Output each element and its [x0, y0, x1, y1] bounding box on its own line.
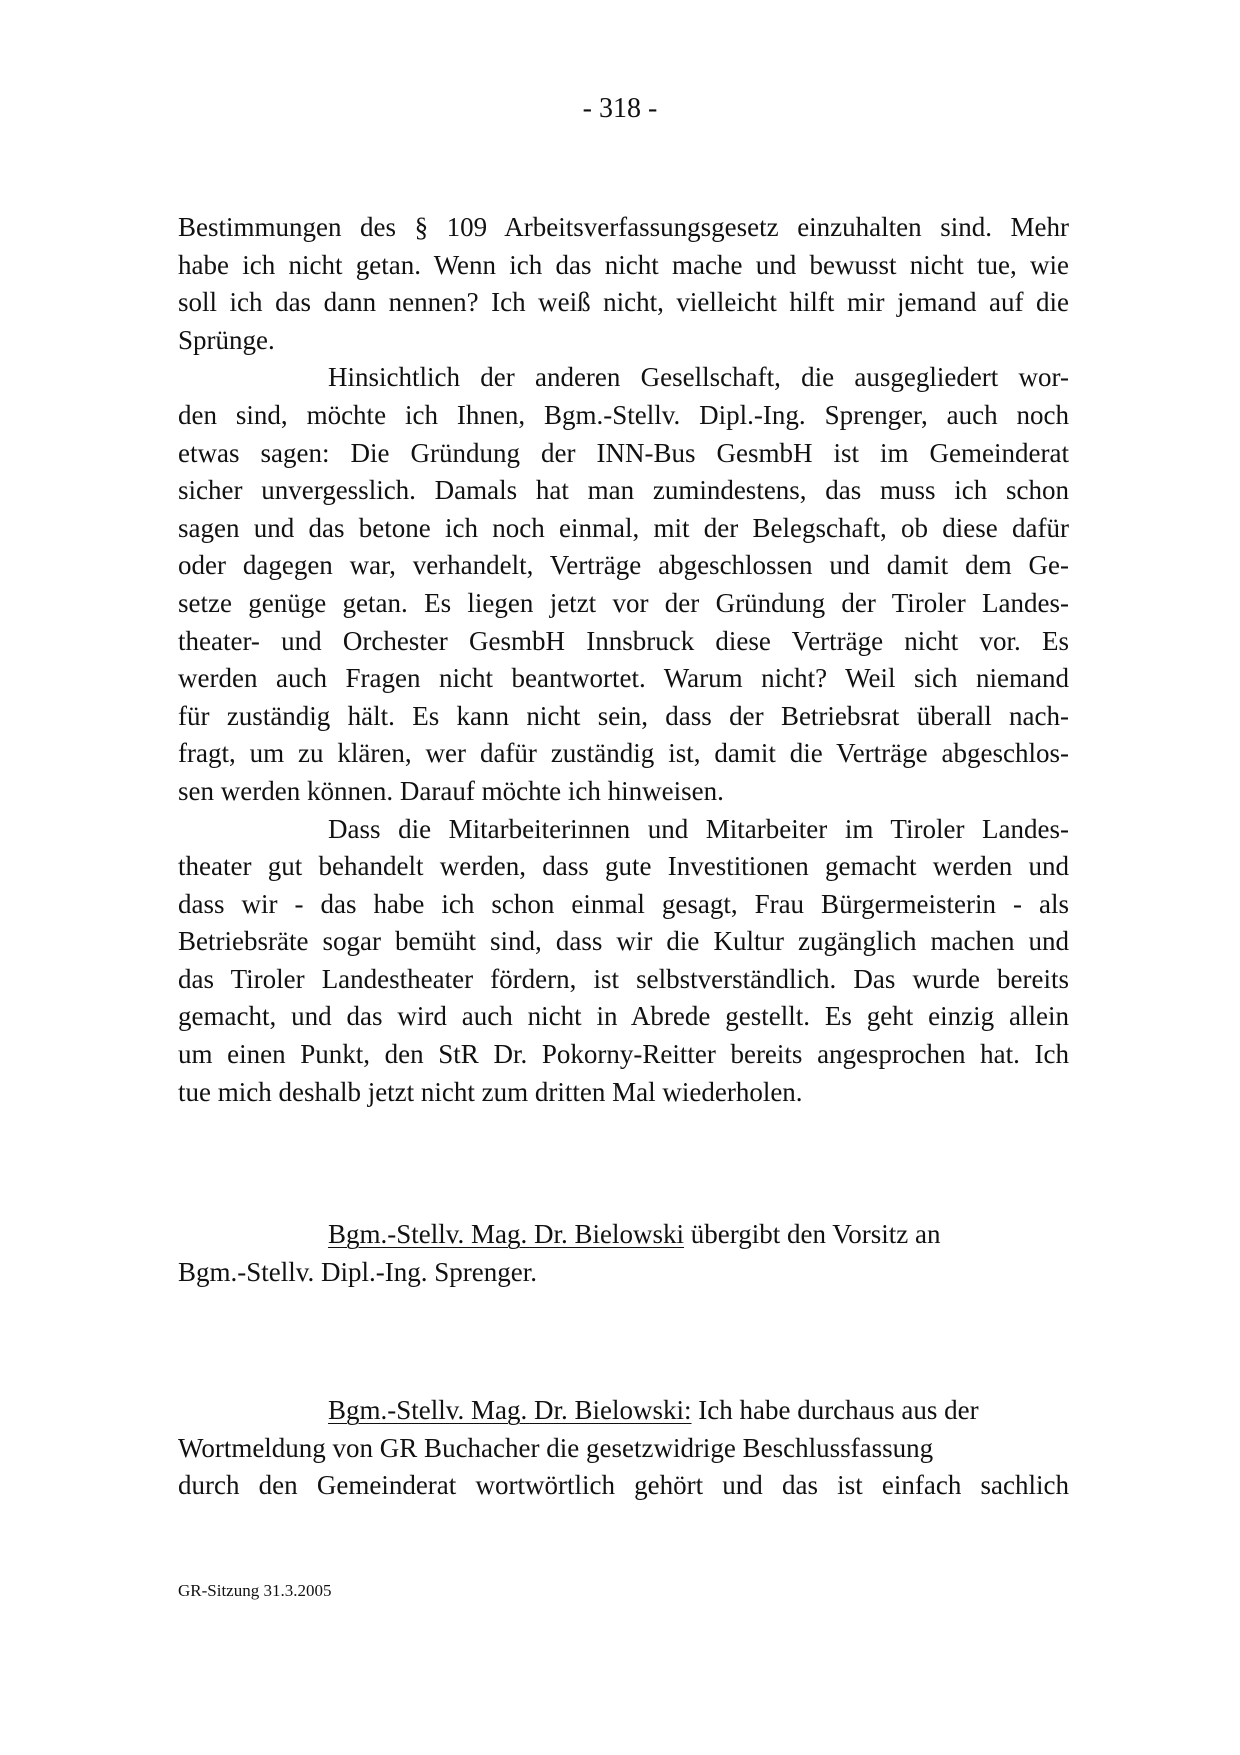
- text-line: soll ich das dann nennen? Ich weiß nicht, vielleicht hilft mir jemand auf die: [178, 287, 1069, 318]
- text-line: Wortmeldung von GR Buchacher die gesetzwidrige Beschlussfassung: [178, 1432, 934, 1463]
- text-line: sagen und das betone ich noch einmal, mit der Belegschaft, ob diese dafür: [178, 512, 1069, 543]
- speaker-name: Bgm.-Stellv. Mag. Dr. Bielowski:: [328, 1395, 692, 1425]
- footer-session-date: GR-Sitzung 31.3.2005: [178, 1581, 332, 1600]
- text-fragment: übergibt den Vorsitz an: [684, 1219, 941, 1249]
- text-line: etwas sagen: Die Gründung der INN-Bus GesmbH ist im Gemeinderat: [178, 437, 1069, 468]
- text-line: gemacht, und das wird auch nicht in Abrede gestellt. Es geht einzig allein: [178, 1001, 1069, 1032]
- text-line: für zuständig hält. Es kann nicht sein, dass der Betriebsrat überall nach-: [178, 700, 1069, 731]
- text-line: dass wir - das habe ich schon einmal gesagt, Frau Bürgermeisterin - als: [178, 888, 1069, 919]
- text-line: oder dagegen war, verhandelt, Verträge abgeschlossen und damit dem Ge-: [178, 550, 1069, 581]
- text-line: habe ich nicht getan. Wenn ich das nicht mache und bewusst nicht tue, wie: [178, 249, 1069, 280]
- text-line: Sprünge.: [178, 324, 275, 355]
- text-line: werden auch Fragen nicht beantwortet. Warum nicht? Weil sich niemand: [178, 663, 1069, 694]
- text-line: theater gut behandelt werden, dass gute Investitionen gemacht werden und: [178, 851, 1069, 882]
- text-line: um einen Punkt, den StR Dr. Pokorny-Reitter bereits angesprochen hat. Ich: [178, 1039, 1069, 1070]
- text-line: Dass die Mitarbeiterinnen und Mitarbeiter im Tiroler Landes-: [328, 813, 1069, 844]
- text-line: Bgm.-Stellv. Dipl.-Ing. Sprenger.: [178, 1256, 537, 1287]
- text-line: das Tiroler Landestheater fördern, ist selbstverständlich. Das wurde bereits: [178, 963, 1069, 994]
- text-line: durch den Gemeinderat wortwörtlich gehört und das ist einfach sachlich: [178, 1470, 1069, 1501]
- speech-text: [178, 209, 1069, 1111]
- text-fragment: Ich habe durchaus aus der: [691, 1395, 979, 1425]
- text-line: Betriebsräte sogar bemüht sind, dass wir die Kultur zugänglich machen und: [178, 926, 1069, 957]
- text-line: [178, 1392, 1069, 1430]
- text-line: Hinsichtlich der anderen Gesellschaft, die ausgegliedert wor-: [328, 362, 1069, 393]
- text-line: sicher unvergesslich. Damals hat man zumindestens, das muss ich schon: [178, 475, 1069, 506]
- speaker-name: Bgm.-Stellv. Mag. Dr. Bielowski: [328, 1219, 684, 1249]
- text-line: theater- und Orchester GesmbH Innsbruck diese Verträge nicht vor. Es: [178, 625, 1069, 656]
- statement: [178, 1392, 1069, 1505]
- text-line: [178, 1216, 1069, 1254]
- text-line: tue mich deshalb jetzt nicht zum dritten Mal wiederholen.: [178, 1076, 803, 1107]
- text-line: setze genüge getan. Es liegen jetzt vor der Gründung der Tiroler Landes-: [178, 587, 1069, 618]
- text-line: den sind, möchte ich Ihnen, Bgm.-Stellv. Dipl.-Ing. Sprenger, auch noch: [178, 399, 1069, 430]
- text-line: sen werden können. Darauf möchte ich hinweisen.: [178, 775, 724, 806]
- page-number: - 318 -: [582, 93, 658, 124]
- text-line: Bestimmungen des § 109 Arbeitsverfassungsgesetz einzuhalten sind. Mehr: [178, 212, 1069, 242]
- chair-handover-note: [178, 1216, 1069, 1291]
- text-line: fragt, um zu klären, wer dafür zuständig ist, damit die Verträge abgeschlos-: [178, 738, 1069, 769]
